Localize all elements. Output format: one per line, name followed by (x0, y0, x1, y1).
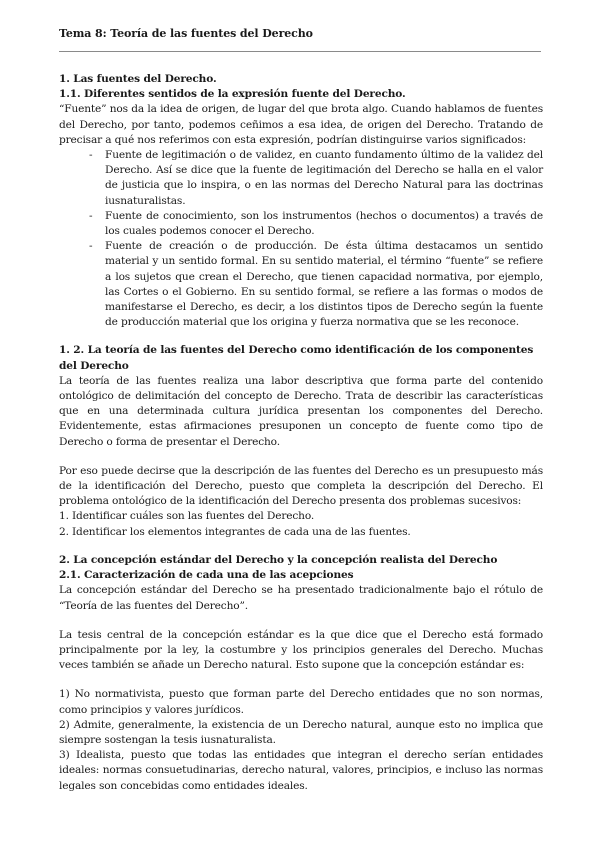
problem-1: 1. Identificar cuáles son las fuentes del Derecho. (59, 510, 315, 523)
spacer (59, 673, 543, 687)
section-1-1-intro: “Fuente” nos da la idea de origen, de lugar del que brota algo. Cuando hablamos de fuentes del Derecho, por tanto, podemos ceñimos a esa idea, de origen del Derecho. Tratando de precisar a qué nos referimos con esta expresión, podrían distinguirse varios significados: (59, 103, 543, 146)
list-item: - Fuente de conocimiento, son los instrumentos (hechos o documentos) a través de los cuales podemos conocer el Derecho. (105, 209, 543, 239)
section-1-2-paragraph-1: La teoría de las fuentes realiza una labor descriptiva que forma parte del contenido ontológico de delimitación del concepto de Derecho. Trata de describir las características que en una determinada cultura jurídica presentan los componentes del Derecho. Evidentemente, estas afirmaciones presuponen un concepto de fuente como tipo de Derecho o forma de presentar el Derecho. (59, 374, 543, 448)
standard-conception-point-3: 3) Idealista, puesto que todas las entidades que integran el derecho serían entidades ideales: normas consuetudinarias, derecho natural, valores, principios, e incluso las normas legales son concebidas como entidades ideales. (59, 749, 543, 792)
section-1-1-heading: 1.1. Diferentes sentidos de la expresión fuente del Derecho. (59, 88, 406, 101)
problem-2: 2. Identificar los elementos integrantes de cada una de las fuentes. (59, 525, 411, 538)
list-item: - Fuente de legitimación o de validez, en cuanto fundamento último de la validez del Derecho. Así se dice que la fuente de legitimación del Derecho se halla en el valor de justicia que lo inspira, o en las normas del Derecho Natural para las doctrinas iusnaturalistas. (105, 148, 543, 209)
spacer (59, 614, 543, 628)
source-meanings-list (59, 148, 543, 330)
spacer (59, 450, 543, 464)
list-item: - Fuente de creación o de producción. De ésta última destacamos un sentido material y un sentido formal. En su sentido material, el término “fuente” se refiere a los sujetos que crean el Derecho, que tienen capacidad normativa, por ejemplo, las Cortes o el Gobierno. En su sentido formal, se refiere a las formas o modos de manifestarse el Derecho, es decir, a los distintos tipos de Derecho según la fuente de producción material que los origina y fuerza normativa que se les reconoce. (105, 239, 543, 330)
standard-conception-point-2: 2) Admite, generalmente, la existencia de un Derecho natural, aunque esto no implica que siempre sostengan la tesis iusnaturalista. (59, 718, 543, 746)
page-header-title: Tema 8: Teoría de las fuentes del Derecho (59, 27, 313, 40)
spacer (59, 540, 543, 553)
section-2-1-heading: 2.1. Caracterización de cada una de las acepciones (59, 569, 354, 582)
standard-conception-point-1: 1) No normativista, puesto que forman parte del Derecho entidades que no son normas, como principios y valores jurídicos. (59, 688, 543, 716)
section-1-2-heading: 1. 2. La teoría de las fuentes del Derecho como identificación de los componentes del Derecho (59, 344, 534, 372)
spacer (59, 330, 543, 343)
document-body (59, 72, 543, 794)
section-2-1-paragraph-1: La concepción estándar del Derecho se ha presentado tradicionalmente bajo el rótulo de “Teoría de las fuentes del Derecho”. (59, 584, 543, 612)
section-1-2-paragraph-2: Por eso puede decirse que la descripción de las fuentes del Derecho es un presupuesto más de la identificación del Derecho, puesto que completa la descripción del Derecho. El problema ontológico de la identificación del Derecho presenta dos problemas sucesivos: (59, 464, 543, 508)
section-2-heading: 2. La concepción estándar del Derecho y la concepción realista del Derecho (59, 553, 498, 566)
header-divider (59, 51, 541, 52)
section-2-1-paragraph-2: La tesis central de la concepción estándar es la que dice que el Derecho está formado principalmente por la ley, la costumbre y los principios generales del Derecho. Muchas veces también se añade un Derecho natural. Esto supone que la concepción estándar es: (59, 628, 543, 672)
section-1-heading: 1. Las fuentes del Derecho. (59, 73, 217, 85)
